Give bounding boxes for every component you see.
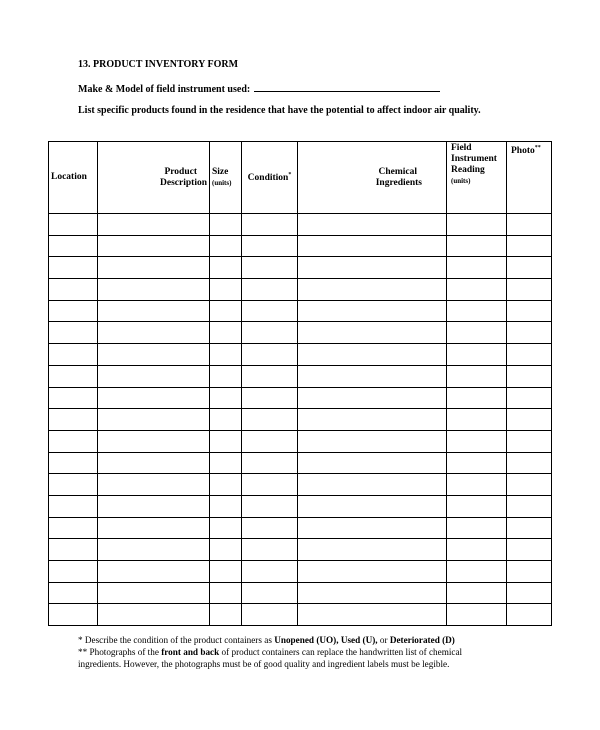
- cell-location[interactable]: [49, 517, 98, 539]
- cell-location[interactable]: [49, 300, 98, 322]
- cell-product-description[interactable]: [98, 365, 210, 387]
- cell-size[interactable]: [210, 300, 242, 322]
- cell-field-reading[interactable]: [447, 387, 507, 409]
- table-row: [49, 409, 552, 431]
- cell-product-description[interactable]: [98, 539, 210, 561]
- table-row: [49, 452, 552, 474]
- cell-size[interactable]: [210, 474, 242, 496]
- table-row: [49, 257, 552, 279]
- cell-size[interactable]: [210, 539, 242, 561]
- table-row: [49, 300, 552, 322]
- cell-product-description[interactable]: [98, 214, 210, 236]
- header-photo: Photo**: [507, 142, 552, 214]
- cell-chemical-ingredients[interactable]: [298, 539, 447, 561]
- cell-product-description[interactable]: [98, 517, 210, 539]
- cell-location[interactable]: [49, 495, 98, 517]
- instruction-text: List specific products found in the residence that have the potential to affect indoor air quality.: [78, 105, 481, 116]
- cell-product-description[interactable]: [98, 235, 210, 257]
- table-row: [49, 214, 552, 236]
- cell-location[interactable]: [49, 561, 98, 583]
- cell-field-reading[interactable]: [447, 474, 507, 496]
- cell-condition[interactable]: [242, 344, 298, 366]
- cell-location[interactable]: [49, 474, 98, 496]
- cell-chemical-ingredients[interactable]: [298, 214, 447, 236]
- cell-location[interactable]: [49, 235, 98, 257]
- make-model-label: Make & Model of field instrument used:: [78, 84, 251, 95]
- cell-chemical-ingredients[interactable]: [298, 235, 447, 257]
- cell-condition[interactable]: [242, 214, 298, 236]
- footnotes: [78, 634, 462, 670]
- cell-product-description[interactable]: [98, 387, 210, 409]
- cell-size[interactable]: [210, 495, 242, 517]
- cell-size[interactable]: [210, 257, 242, 279]
- cell-location[interactable]: [49, 322, 98, 344]
- cell-location[interactable]: [49, 387, 98, 409]
- cell-product-description[interactable]: [98, 604, 210, 626]
- cell-field-reading[interactable]: [447, 517, 507, 539]
- cell-size[interactable]: [210, 344, 242, 366]
- footnote-photo: ** Photographs of the front and back of product containers can replace the handwritten list of chemical: [78, 647, 463, 657]
- cell-chemical-ingredients[interactable]: [298, 474, 447, 496]
- cell-field-reading[interactable]: [447, 344, 507, 366]
- cell-field-reading[interactable]: [447, 365, 507, 387]
- cell-condition[interactable]: [242, 539, 298, 561]
- table-row: [49, 430, 552, 452]
- cell-chemical-ingredients[interactable]: [298, 561, 447, 583]
- cell-photo[interactable]: [507, 582, 552, 604]
- header-condition: Condition*: [242, 142, 298, 214]
- cell-condition[interactable]: [242, 279, 298, 301]
- cell-condition[interactable]: [242, 235, 298, 257]
- cell-condition[interactable]: [242, 495, 298, 517]
- cell-chemical-ingredients[interactable]: [298, 517, 447, 539]
- cell-chemical-ingredients[interactable]: [298, 344, 447, 366]
- cell-condition[interactable]: [242, 604, 298, 626]
- cell-chemical-ingredients[interactable]: [298, 430, 447, 452]
- cell-location[interactable]: [49, 430, 98, 452]
- cell-product-description[interactable]: [98, 561, 210, 583]
- cell-field-reading[interactable]: [447, 430, 507, 452]
- header-row: [49, 142, 552, 214]
- cell-condition[interactable]: [242, 365, 298, 387]
- cell-product-description[interactable]: [98, 430, 210, 452]
- cell-location[interactable]: [49, 344, 98, 366]
- cell-location[interactable]: [49, 582, 98, 604]
- table-row: [49, 322, 552, 344]
- cell-size[interactable]: [210, 517, 242, 539]
- cell-product-description[interactable]: [98, 409, 210, 431]
- cell-photo[interactable]: [507, 235, 552, 257]
- cell-field-reading[interactable]: [447, 214, 507, 236]
- table-row: [49, 539, 552, 561]
- cell-condition[interactable]: [242, 582, 298, 604]
- table-row: [49, 474, 552, 496]
- cell-condition[interactable]: [242, 409, 298, 431]
- cell-photo[interactable]: [507, 539, 552, 561]
- cell-chemical-ingredients[interactable]: [298, 279, 447, 301]
- cell-condition[interactable]: [242, 257, 298, 279]
- cell-size[interactable]: [210, 604, 242, 626]
- cell-size[interactable]: [210, 387, 242, 409]
- cell-photo[interactable]: [507, 452, 552, 474]
- table-row: [49, 495, 552, 517]
- cell-photo[interactable]: [507, 365, 552, 387]
- cell-size[interactable]: [210, 561, 242, 583]
- cell-location[interactable]: [49, 452, 98, 474]
- table-row: [49, 582, 552, 604]
- cell-condition[interactable]: [242, 322, 298, 344]
- cell-photo[interactable]: [507, 517, 552, 539]
- cell-size[interactable]: [210, 582, 242, 604]
- make-model-input[interactable]: [254, 82, 440, 92]
- table-row: [49, 279, 552, 301]
- cell-chemical-ingredients[interactable]: [298, 300, 447, 322]
- cell-chemical-ingredients[interactable]: [298, 365, 447, 387]
- cell-size[interactable]: [210, 409, 242, 431]
- cell-photo[interactable]: [507, 257, 552, 279]
- cell-photo[interactable]: [507, 474, 552, 496]
- cell-product-description[interactable]: [98, 344, 210, 366]
- cell-chemical-ingredients[interactable]: [298, 257, 447, 279]
- cell-size[interactable]: [210, 365, 242, 387]
- cell-condition[interactable]: [242, 561, 298, 583]
- cell-photo[interactable]: [507, 561, 552, 583]
- cell-condition[interactable]: [242, 517, 298, 539]
- cell-location[interactable]: [49, 409, 98, 431]
- cell-product-description[interactable]: [98, 300, 210, 322]
- cell-size[interactable]: [210, 322, 242, 344]
- cell-field-reading[interactable]: [447, 604, 507, 626]
- cell-photo[interactable]: [507, 279, 552, 301]
- cell-location[interactable]: [49, 365, 98, 387]
- header-field-reading: Field Instrument Reading (units): [447, 142, 507, 214]
- cell-chemical-ingredients[interactable]: [298, 604, 447, 626]
- table-row: [49, 344, 552, 366]
- cell-location[interactable]: [49, 279, 98, 301]
- footnote-condition: * Describe the condition of the product containers as Unopened (UO), Used (U), or Deteriorated (D): [78, 635, 455, 645]
- cell-field-reading[interactable]: [447, 322, 507, 344]
- cell-field-reading[interactable]: [447, 582, 507, 604]
- table-row: [49, 365, 552, 387]
- cell-field-reading[interactable]: [447, 409, 507, 431]
- cell-photo[interactable]: [507, 409, 552, 431]
- cell-photo[interactable]: [507, 387, 552, 409]
- cell-size[interactable]: [210, 279, 242, 301]
- cell-photo[interactable]: [507, 322, 552, 344]
- cell-location[interactable]: [49, 257, 98, 279]
- header-product-description: Product Description: [98, 142, 210, 214]
- cell-field-reading[interactable]: [447, 300, 507, 322]
- cell-condition[interactable]: [242, 474, 298, 496]
- cell-chemical-ingredients[interactable]: [298, 495, 447, 517]
- cell-size[interactable]: [210, 452, 242, 474]
- table-row: [49, 604, 552, 626]
- cell-field-reading[interactable]: [447, 235, 507, 257]
- cell-product-description[interactable]: [98, 495, 210, 517]
- cell-size[interactable]: [210, 430, 242, 452]
- cell-field-reading[interactable]: [447, 561, 507, 583]
- cell-photo[interactable]: [507, 495, 552, 517]
- cell-field-reading[interactable]: [447, 495, 507, 517]
- cell-location[interactable]: [49, 604, 98, 626]
- inventory-table: [48, 141, 552, 626]
- cell-photo[interactable]: [507, 604, 552, 626]
- cell-field-reading[interactable]: [447, 539, 507, 561]
- cell-chemical-ingredients[interactable]: [298, 452, 447, 474]
- cell-photo[interactable]: [507, 300, 552, 322]
- make-model-field: [78, 82, 440, 95]
- cell-photo[interactable]: [507, 430, 552, 452]
- cell-field-reading[interactable]: [447, 257, 507, 279]
- cell-photo[interactable]: [507, 214, 552, 236]
- cell-chemical-ingredients[interactable]: [298, 387, 447, 409]
- header-location: Location: [49, 142, 98, 214]
- cell-size[interactable]: [210, 235, 242, 257]
- cell-chemical-ingredients[interactable]: [298, 582, 447, 604]
- cell-condition[interactable]: [242, 300, 298, 322]
- cell-chemical-ingredients[interactable]: [298, 322, 447, 344]
- form-title: 13. PRODUCT INVENTORY FORM: [78, 59, 239, 70]
- table-row: [49, 561, 552, 583]
- cell-field-reading[interactable]: [447, 279, 507, 301]
- footnote-photo-cont: ingredients. However, the photographs must be of good quality and ingredient labels must be legible.: [78, 659, 450, 669]
- cell-product-description[interactable]: [98, 474, 210, 496]
- cell-photo[interactable]: [507, 344, 552, 366]
- cell-product-description[interactable]: [98, 322, 210, 344]
- cell-product-description[interactable]: [98, 452, 210, 474]
- cell-condition[interactable]: [242, 430, 298, 452]
- cell-field-reading[interactable]: [447, 452, 507, 474]
- cell-size[interactable]: [210, 214, 242, 236]
- cell-condition[interactable]: [242, 452, 298, 474]
- cell-location[interactable]: [49, 214, 98, 236]
- table-row: [49, 517, 552, 539]
- table-row: [49, 387, 552, 409]
- cell-condition[interactable]: [242, 387, 298, 409]
- cell-chemical-ingredients[interactable]: [298, 409, 447, 431]
- cell-location[interactable]: [49, 539, 98, 561]
- header-chemical-ingredients: Chemical Ingredients: [298, 142, 447, 214]
- cell-product-description[interactable]: [98, 257, 210, 279]
- cell-product-description[interactable]: [98, 279, 210, 301]
- header-size: Size (units): [210, 142, 242, 214]
- table-row: [49, 235, 552, 257]
- cell-product-description[interactable]: [98, 582, 210, 604]
